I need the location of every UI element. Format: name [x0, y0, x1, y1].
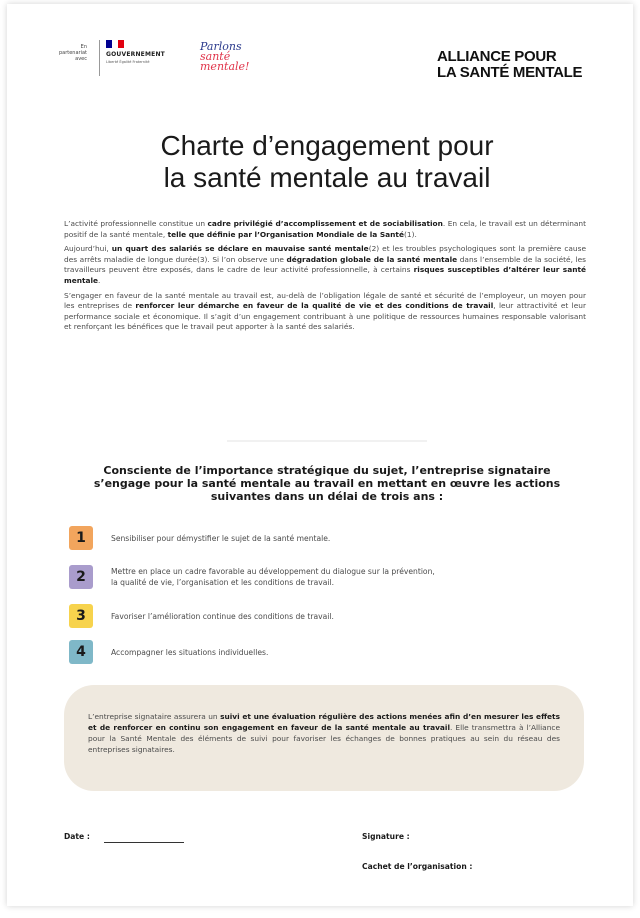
intro-text [64, 219, 586, 337]
title-line2: la santé mentale au travail [163, 162, 491, 193]
action-text [111, 566, 531, 588]
government-logo [99, 40, 165, 76]
intro-p2-bold: dégradation globale de la santé mentale [286, 254, 458, 264]
box-bold: suivi et une évaluation régulière des actions menées afin d’en mesurer les effets et de renforcer en continu son engagement en faveur de la santé mentale au travail [88, 712, 560, 732]
french-flag-icon [106, 40, 124, 48]
follow-up-text [88, 711, 560, 755]
intro-p3-text: , leur attractivité et leur performance sociale et économique. Il s’agit d’un engagement contribuant à une politique de ressources humaines responsable valorisant et renforçant les bénéfices que le travail peut apporter à la santé des salariés. [64, 301, 586, 332]
signature-label: Signature : [362, 832, 410, 841]
partner-text: En partenariat avec [58, 44, 87, 62]
intro-p2-text: . [98, 275, 101, 285]
intro-p1-bold: telle que définie par l’Organisation Mondiale de la Santé [167, 229, 404, 239]
action-text [111, 647, 531, 658]
commitment-line3: suivantes dans un délai de trois ans : [210, 490, 444, 503]
intro-p2-bold: un quart des salariés se déclare en mauvaise santé mentale [111, 244, 369, 254]
divider [227, 440, 427, 442]
action-text-line1: Sensibiliser pour démystifier le sujet de la santé mentale. [111, 533, 331, 543]
action-number-badge: 2 [69, 565, 93, 589]
intro-paragraph-2 [64, 244, 586, 286]
parlons-line2: santé [200, 50, 231, 63]
action-text [111, 611, 531, 622]
alliance-line1: ALLIANCE POUR [437, 48, 557, 65]
action-number-badge: 3 [69, 604, 93, 628]
footnote-ref: (1). [403, 229, 417, 239]
parlons-line1: Parlons [200, 40, 242, 53]
alliance-line2: LA SANTÉ MENTALE [437, 64, 583, 81]
gov-motto: Liberté Égalité Fraternité [106, 60, 150, 64]
action-number-badge: 1 [69, 526, 93, 550]
alliance-logo [437, 49, 582, 81]
intro-p1-bold: cadre privilégié d’accomplissement et de sociabilisation [207, 219, 443, 228]
commitment-heading [77, 464, 577, 503]
intro-p1-text: L’activité professionnelle constitue un [64, 219, 208, 228]
date-field[interactable] [104, 842, 184, 843]
intro-p1-text: . En cela, le travail est un déterminant positif de la santé mentale, [64, 219, 586, 239]
action-text [111, 533, 531, 544]
action-text-line1: Accompagner les situations individuelles. [111, 647, 269, 657]
intro-p3-bold: renforcer leur démarche en faveur de la qualité de vie et des conditions de travail [135, 301, 494, 311]
action-item-4 [69, 640, 531, 664]
intro-p2-bold: risques susceptibles d’altérer leur santé mentale [64, 265, 586, 285]
intro-paragraph-1 [64, 219, 586, 240]
box-text: . Elle transmettra à l’Alliance pour la Santé Mentale des éléments de suivi pour favoriser les échanges de bonnes pratiques au sein du réseau des entreprises signataires. [88, 723, 560, 754]
parlons-line3: mentale! [200, 60, 250, 73]
gov-wordmark: GOUVERNEMENT [106, 51, 165, 58]
box-text: L’entreprise signataire assurera un [88, 712, 221, 721]
follow-up-box [64, 685, 584, 791]
cachet-label: Cachet de l’organisation : [362, 862, 473, 871]
parlons-sante-mentale-logo [200, 42, 249, 72]
commitment-line2: s’engage pour la santé mentale au travail en mettant en œuvre les actions [93, 477, 561, 490]
intro-paragraph-3 [64, 291, 586, 333]
date-label: Date : [64, 832, 90, 841]
intro-p2-text: Aujourd’hui, [64, 244, 112, 254]
commitment-line1: Consciente de l’importance stratégique du sujet, l’entreprise signataire [103, 464, 551, 477]
action-text-line1: Mettre en place un cadre favorable au développement du dialogue sur la prévention, [111, 567, 435, 576]
intro-p2-text: (2) et les troubles psychologiques sont la première cause des arrêts maladie de longue durée(3). Si l’on observe une [64, 244, 587, 264]
page-title [67, 130, 587, 194]
intro-p3-text: S’engager en faveur de la santé mentale au travail est, au-delà de l’obligation légale de santé et sécurité de l’employeur, un moyen pour les entreprises de [64, 290, 586, 311]
action-text-line2: la qualité de vie, l’organisation et les conditions de travail. [111, 578, 335, 587]
action-item-3 [69, 604, 531, 628]
action-text-line1: Favoriser l’amélioration continue des conditions de travail. [111, 611, 334, 621]
charter-page [7, 4, 633, 906]
action-item-1 [69, 526, 531, 550]
title-line1: Charte d’engagement pour [160, 130, 494, 161]
intro-p2-text: dans l’ensemble de la société, les travailleurs peuvent être exposés, dans le cadre de leur activité professionnelle, à certains [64, 254, 586, 275]
action-number-badge: 4 [69, 640, 93, 664]
action-item-2 [69, 565, 531, 589]
